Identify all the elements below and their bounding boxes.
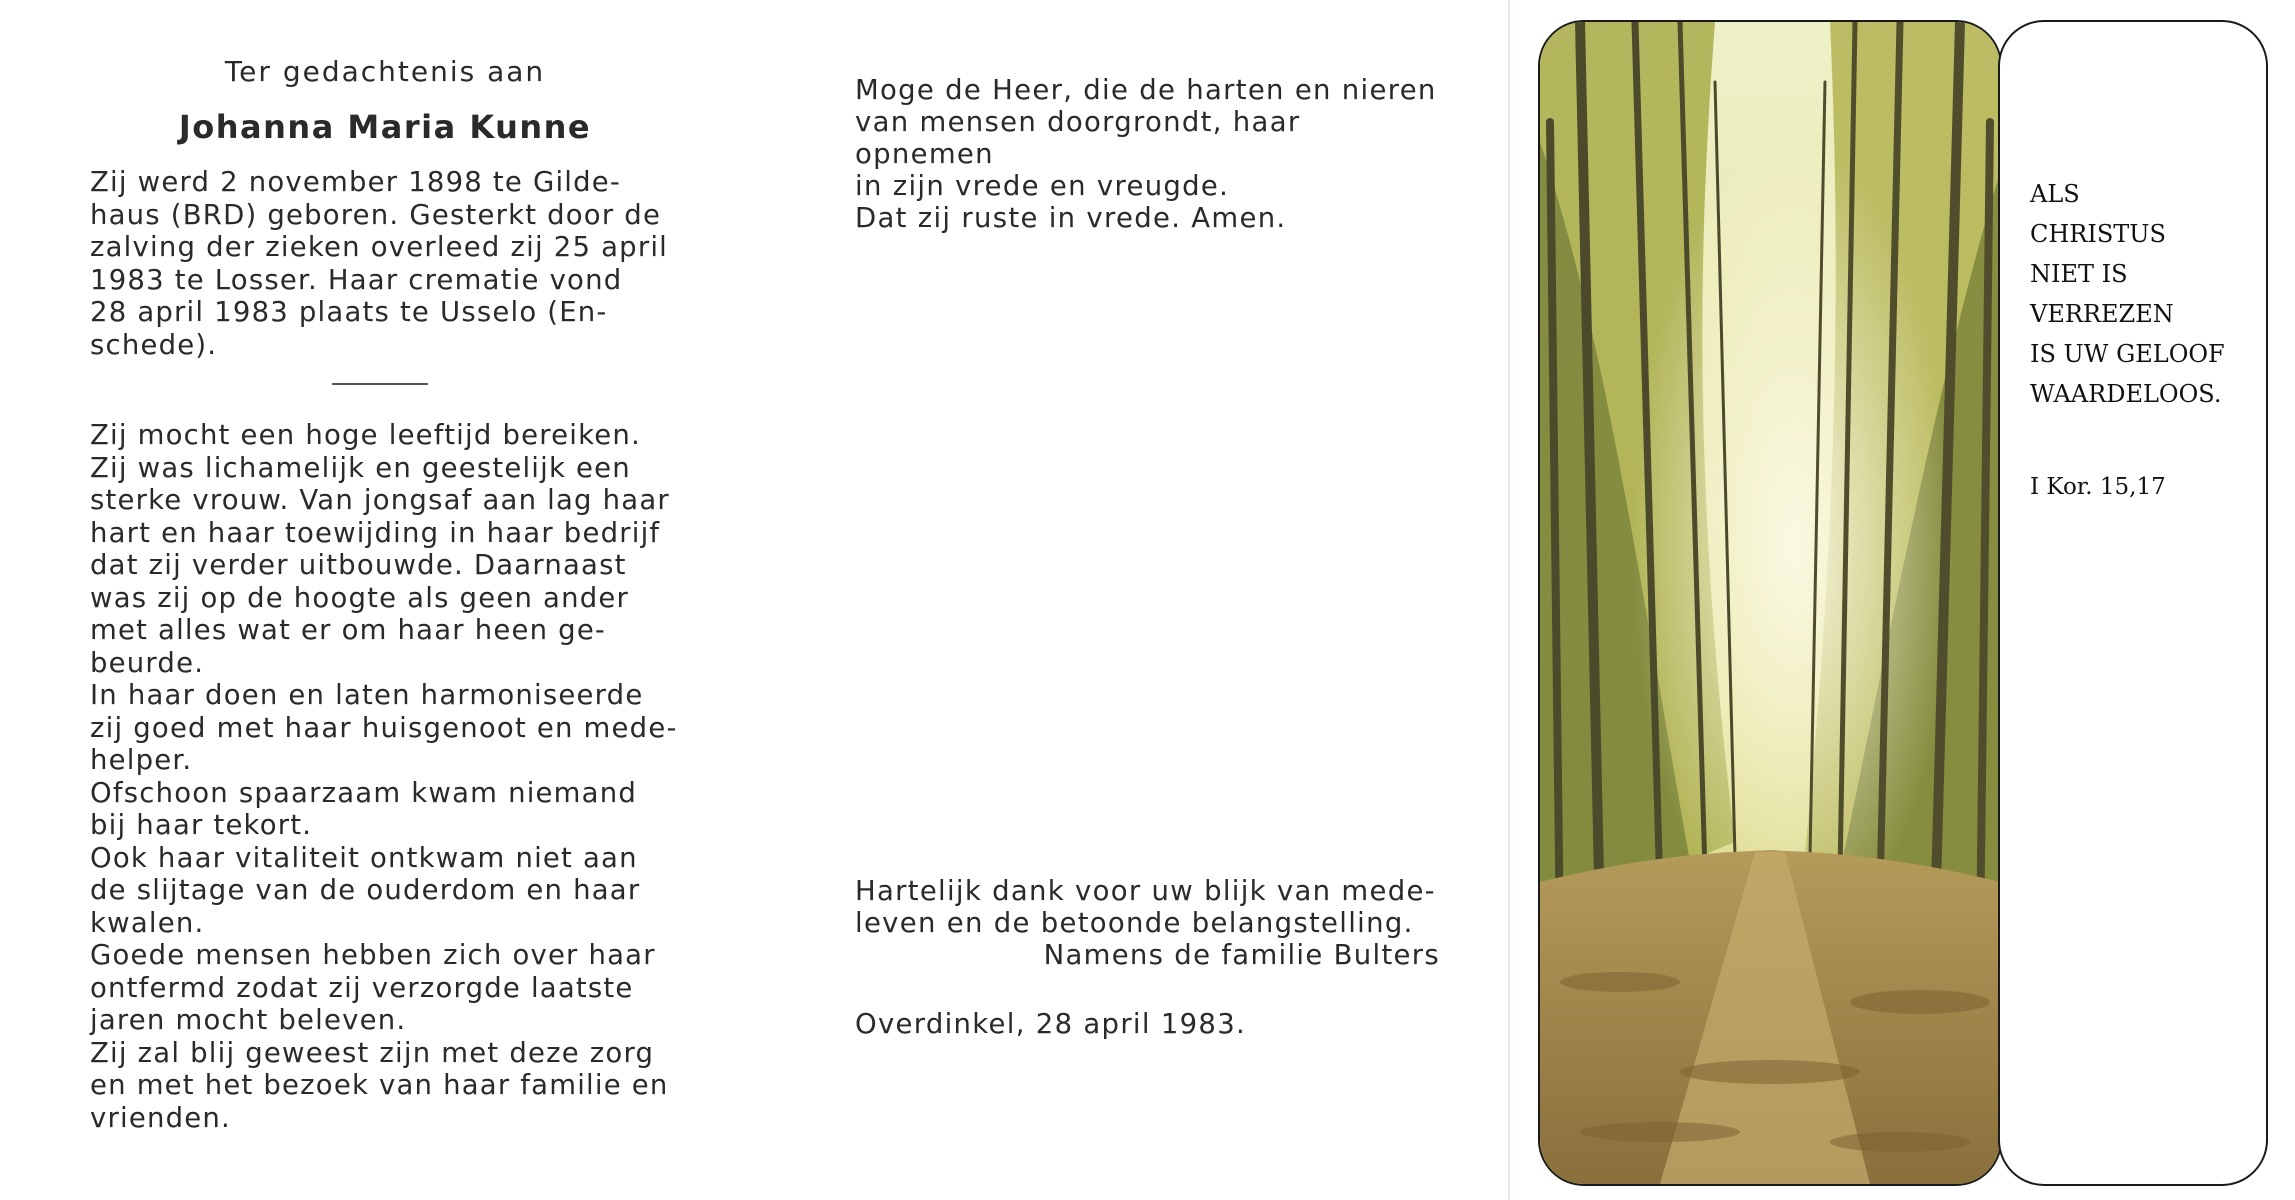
tribute-line: ontfermd zodat zij verzorgde laatste [90, 971, 634, 1004]
tribute-paragraph [90, 419, 680, 1134]
family-signature: Namens de familie Bulters [1043, 939, 1440, 971]
tribute-line: helper. [90, 744, 193, 776]
tribute-line: Zij mocht een hoge leeftijd bereiken. [90, 419, 641, 451]
verse-line: CHRISTUS [2030, 220, 2166, 248]
verse-line: NIET IS [2030, 260, 2128, 288]
tribute-line: Ofschoon spaarzaam kwam niemand [90, 776, 637, 809]
tribute-line: met alles wat er om haar heen ge- [90, 614, 607, 646]
forest-avenue-illustration [1540, 22, 2000, 1184]
intro-heading: Ter gedachtenis aan [224, 55, 546, 88]
section-divider [332, 383, 428, 385]
tribute-line: hart en haar toewijding in haar bedrijf [90, 516, 661, 549]
tribute-line: In haar doen en laten harmoniseerde [90, 679, 644, 711]
bio-line: 1983 te Losser. Haar crematie vond [90, 263, 623, 296]
bio-line: 28 april 1983 plaats te Usselo (En- [90, 296, 608, 328]
tribute-line: bij haar tekort. [90, 809, 313, 841]
verse-line: VERREZEN [2030, 300, 2174, 328]
biography-paragraph [90, 166, 680, 361]
verse-line: ALS [2030, 180, 2080, 208]
prayer-line: van mensen doorgrondt, haar opnemen [855, 106, 1301, 170]
scripture-verse [2030, 174, 2225, 414]
bio-line: zalving der zieken overleed zij 25 april [90, 231, 669, 263]
tribute-line: Zij was lichamelijk en geestelijk een [90, 451, 631, 484]
tribute-line: jaren mocht beleven. [90, 1004, 407, 1036]
tribute-line: de slijtage van de ouderdom en haar [90, 874, 641, 906]
left-panel [90, 55, 680, 1134]
thanks-line: leven en de betoonde belangstelling. [855, 907, 1414, 939]
tribute-line: Ook haar vitaliteit ontkwam niet aan [90, 841, 638, 874]
verse-line: WAARDELOOS. [2030, 380, 2222, 408]
tribute-line: kwalen. [90, 906, 205, 939]
verse-line: IS UW GELOOF [2030, 340, 2225, 368]
forest-avenue-photo [1538, 20, 2002, 1186]
tribute-line: was zij op de hoogte als geen ander [90, 581, 629, 614]
scripture-card [1998, 20, 2268, 1186]
bio-line: Zij werd 2 november 1898 te Gilde- [90, 166, 622, 198]
tribute-line: dat zij verder uitbouwde. Daarnaast [90, 549, 627, 581]
tribute-line: vrienden. [90, 1101, 231, 1134]
bio-line: schede). [90, 328, 218, 361]
tribute-line: sterke vrouw. Van jongsaf aan lag haar [90, 484, 670, 516]
page-fold-line [1508, 0, 1510, 1200]
tribute-line: zij goed met haar huisgenoot en mede- [90, 711, 678, 744]
place-date-block [855, 1008, 1440, 1040]
tribute-line: en met het bezoek van haar familie en [90, 1069, 669, 1101]
place-date: Overdinkel, 28 april 1983. [855, 1008, 1247, 1040]
prayer-block [855, 74, 1440, 234]
deceased-name: Johanna Maria Kunne [178, 108, 592, 146]
bio-line: haus (BRD) geboren. Gesterkt door de [90, 198, 662, 231]
prayer-line: Dat zij ruste in vrede. Amen. [855, 202, 1287, 234]
tribute-line: beurde. [90, 646, 205, 679]
scripture-reference: I Kor. 15,17 [2030, 474, 2166, 500]
thanks-line: Hartelijk dank voor uw blijk van mede- [855, 875, 1436, 907]
prayer-line: in zijn vrede en vreugde. [855, 170, 1230, 202]
tribute-line: Zij zal blij geweest zijn met deze zorg [90, 1036, 655, 1069]
tribute-line: Goede mensen hebben zich over haar [90, 939, 656, 971]
thanks-block [855, 875, 1440, 971]
prayer-line: Moge de Heer, die de harten en nieren [855, 74, 1437, 106]
